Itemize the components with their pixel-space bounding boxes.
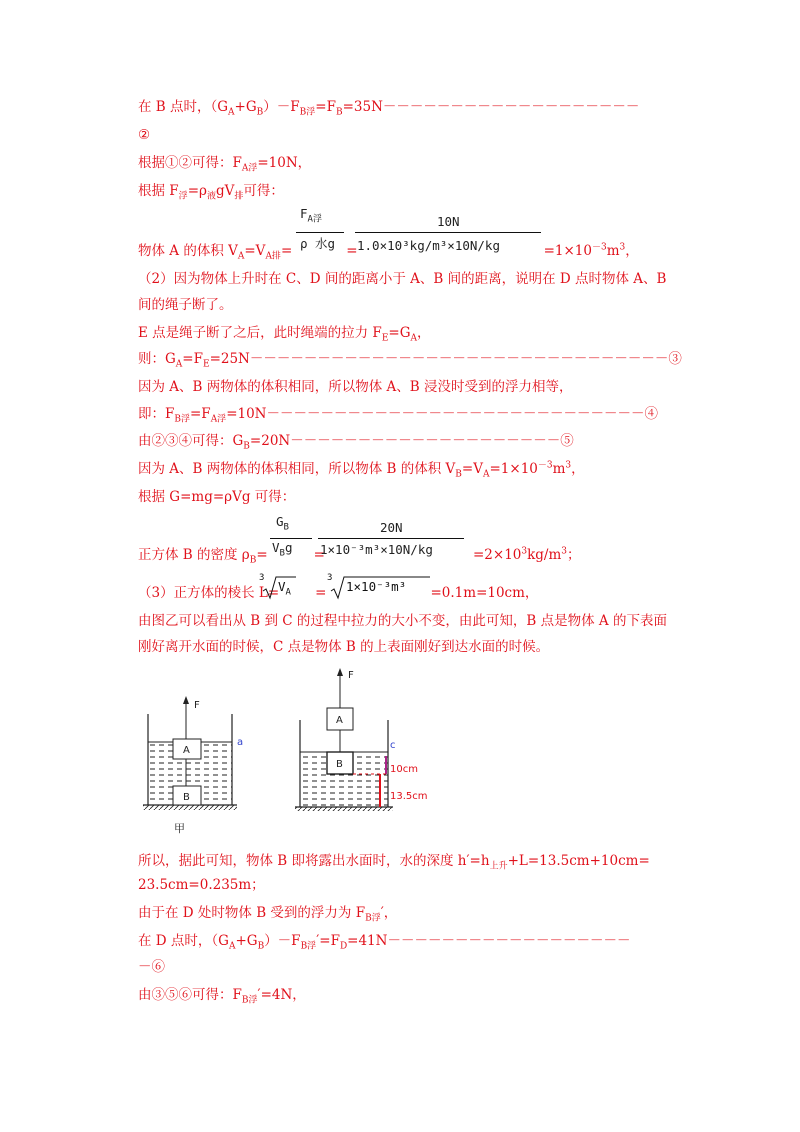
fraction-1-numerator: $F_{A浮}$ (300, 206, 322, 225)
left-force-label: F (194, 700, 200, 711)
line-part2: （2）因为物体上升时在 C、D 间的距离小于 A、B 间的距离，说明在 D 点时物体 A、B (138, 271, 667, 287)
left-block-b-label: B (183, 792, 190, 803)
left-block-a-label: A (183, 745, 190, 756)
line-equal-volume: 因为 A、B 两物体的体积相同，所以物体 A、B 浸没时受到的浮力相等， (138, 379, 573, 395)
fraction-2b-numerator: 20N (380, 520, 403, 535)
line-fb-buoyancy: 即：$F_{B浮}=F_{A浮}=10N----------------------------④$ (138, 406, 658, 425)
line-ga: 则：$G_A=F_E=25N-------------------------------③$ (138, 351, 682, 370)
dimension-13-5cm: 13.5cm (390, 791, 428, 802)
left-point-a-label: a (237, 737, 244, 748)
line-marker-2: ② (138, 127, 151, 143)
right-force-label: F (348, 670, 354, 681)
line-result: 由③⑤⑥可得：$F_{B浮}'=4N$， (138, 987, 306, 1006)
line-e-point: E 点是绳子断了之后，此时绳端的拉力 $F_E=G_A$， (138, 325, 431, 344)
tank-figure (140, 664, 460, 844)
line-edge-length: （3）正方体的棱长 L= = =0.1m=10cm， (138, 585, 539, 601)
line-b-point: 在 B 点时，$(G_A+G_B)-F_{B浮}=F_B=35N-------------------$ (138, 99, 640, 118)
fraction-1b-denominator: 1.0×10³kg/m³×10N/kg (357, 238, 500, 253)
line-graph-analysis-cont: 刚好离开水面的时候，C 点是物体 B 的上表面刚好到达水面的时候。 (138, 639, 550, 655)
fraction-2-denominator: $V_Bg$ (272, 540, 293, 559)
radical-2-index: 3 (327, 573, 333, 583)
radical-1-body: $V_A$ (278, 579, 291, 598)
line-archimedes: 根据 $F_浮=\rho_液gV_排$可得： (138, 183, 284, 202)
line-volume-a: 物体 A 的体积 $V_A=V_{A排}= = =1\times 10^{-3}m^3$， (138, 242, 639, 262)
right-block-b-label: B (336, 759, 343, 770)
fraction-2-numerator: $G_B$ (276, 514, 289, 533)
line-d-buoyancy: 由于在 D 处时物体 B 受到的浮力为 $F_{B浮}'$， (138, 905, 398, 924)
line-marker-6: －⑥ (138, 959, 165, 975)
line-part2-cont: 间的绳子断了。 (138, 297, 233, 313)
line-water-depth-cont: 23.5cm=0.235m； (138, 877, 265, 893)
line-d-point: 在 D 点时，$(G_A+G_B)-F_{B浮}'=F_D=41N------------------$ (138, 933, 631, 952)
right-block-a-label: A (336, 715, 343, 726)
tank-left (143, 696, 237, 810)
line-density-formula: 根据 G=mg=ρVg 可得： (138, 489, 296, 505)
left-caption: 甲 (174, 822, 185, 835)
line-water-depth: 所以，据此可知，物体 B 即将露出水面时，水的深度 $h'=h_{上升}+L=13.5cm+10cm=$ (138, 853, 650, 872)
fraction-1-denominator: ρ 水g (300, 236, 336, 251)
fraction-2b-denominator: 1×10⁻³m³×10N/kg (320, 542, 433, 557)
line-density-b: 正方体 B 的密度 $\rho_B= = =2\times 10^3kg/m^3$； (138, 546, 581, 566)
tank-right (295, 668, 393, 811)
fraction-1b-numerator: 10N (437, 214, 460, 229)
line-graph-analysis: 由图乙可以看出从 B 到 C 的过程中拉力的大小不变，由此可知，B 点是物体 A 的下表面 (138, 613, 667, 629)
radical-1-index: 3 (259, 573, 265, 583)
dimension-10cm: 10cm (390, 764, 418, 775)
line-volume-b: 因为 A、B 两物体的体积相同，所以物体 B 的体积 $V_B=V_A=1\times 10^{-3}m^3$， (138, 460, 585, 480)
right-point-c-label: c (390, 740, 396, 751)
line-fa-buoyancy: 根据①②可得：$F_{A浮}=10N$， (138, 155, 312, 174)
line-gb: 由②③④可得：$G_B=20N--------------------⑤$ (138, 433, 574, 452)
radical-2-body: 1×10⁻³m³ (346, 579, 407, 594)
